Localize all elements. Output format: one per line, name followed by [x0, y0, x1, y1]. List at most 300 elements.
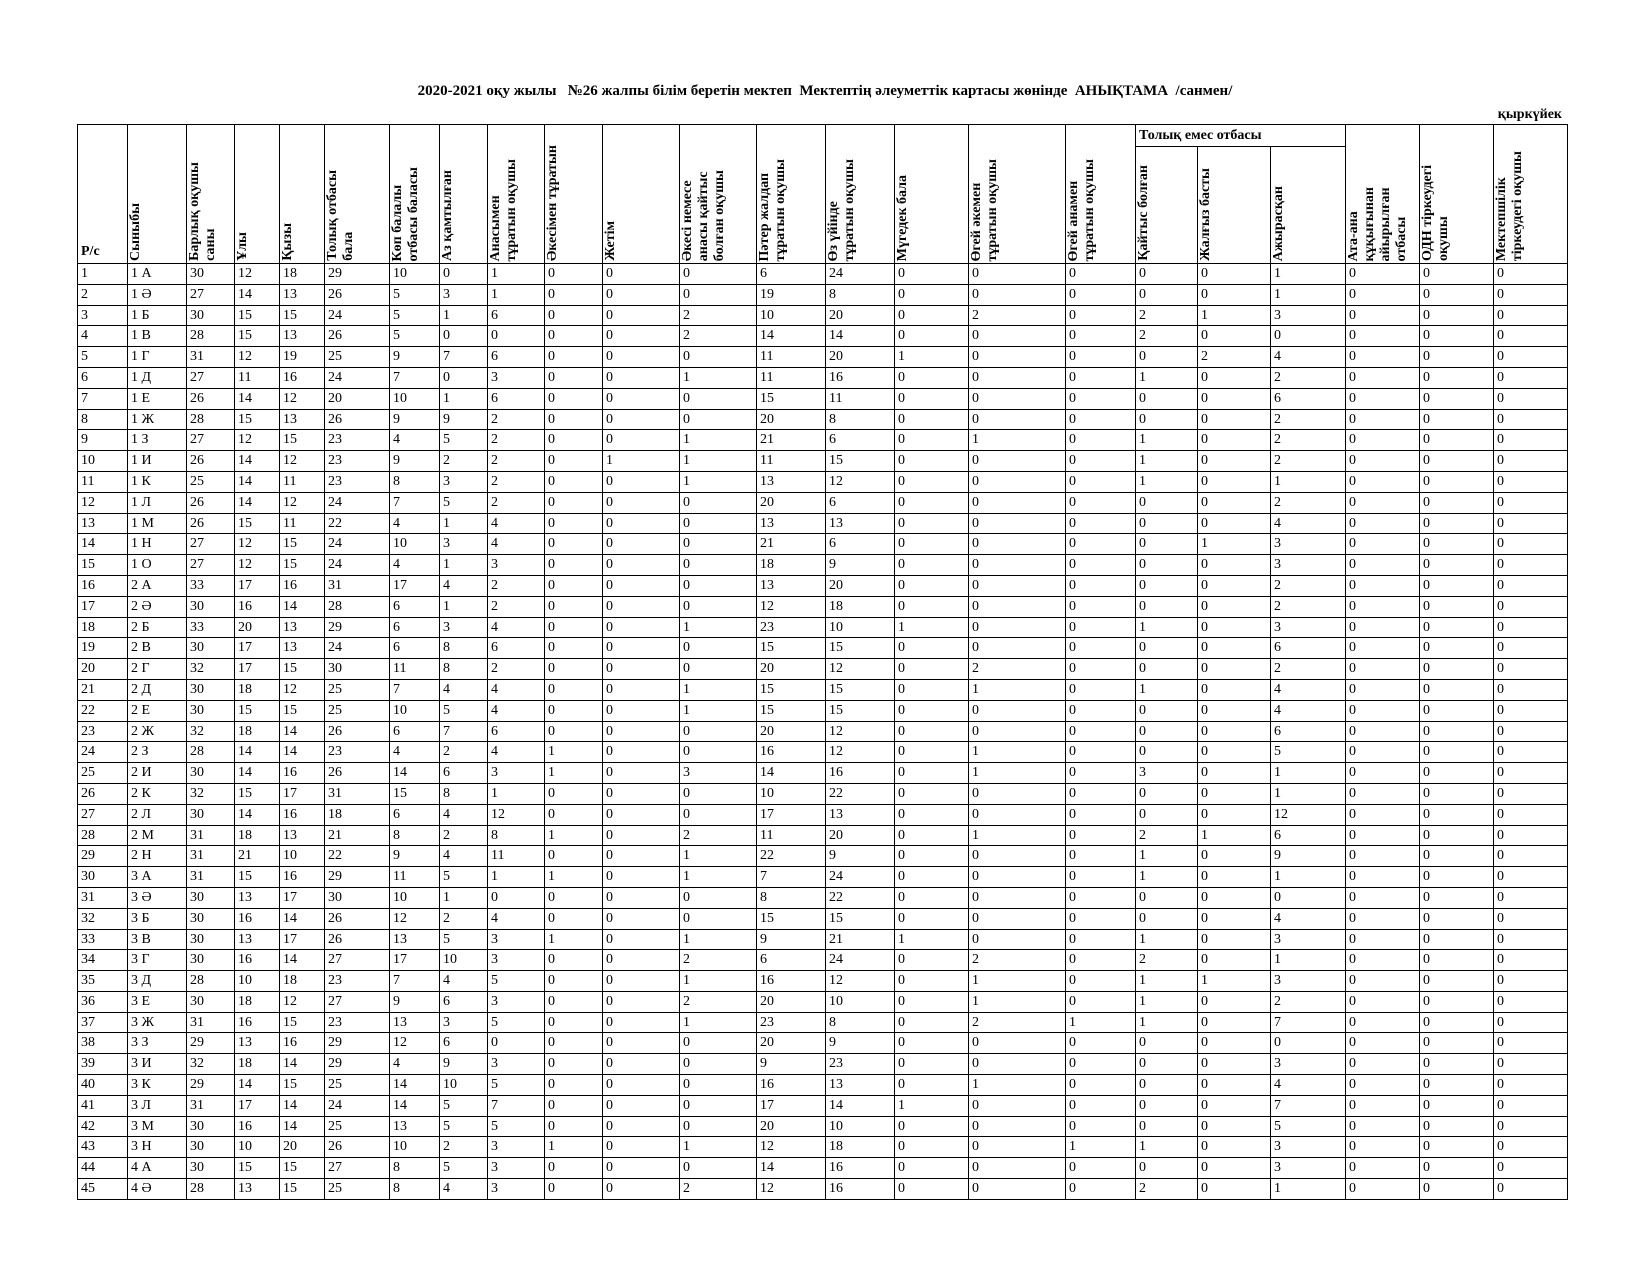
- table-row: [78, 1033, 1568, 1054]
- table-cell: 20: [757, 659, 826, 680]
- table-cell: 0: [1494, 825, 1568, 846]
- table-cell: 0: [1346, 700, 1420, 721]
- table-cell: 0: [1420, 742, 1494, 763]
- table-cell: 31: [78, 887, 128, 908]
- table-cell: 18: [757, 555, 826, 576]
- table-row: [78, 471, 1568, 492]
- table-cell: 1 М: [128, 513, 187, 534]
- table-cell: 2 Ж: [128, 721, 187, 742]
- table-cell: 0: [1420, 908, 1494, 929]
- table-row: [78, 284, 1568, 305]
- table-cell: 0: [603, 638, 680, 659]
- table-cell: 0: [1346, 284, 1420, 305]
- table-cell: 0: [1271, 1033, 1346, 1054]
- table-cell: 26: [325, 326, 390, 347]
- table-cell: 0: [1136, 534, 1198, 555]
- table-cell: 0: [1346, 1158, 1420, 1179]
- table-cell: 3 Л: [128, 1095, 187, 1116]
- table-cell: 0: [895, 1033, 969, 1054]
- table-row: [78, 950, 1568, 971]
- table-cell: 0: [1420, 513, 1494, 534]
- table-cell: 0: [895, 742, 969, 763]
- table-cell: 1: [440, 388, 488, 409]
- table-cell: 13: [826, 1075, 895, 1096]
- table-cell: 5: [440, 700, 488, 721]
- table-cell: 17: [280, 929, 325, 950]
- table-cell: 1: [680, 929, 757, 950]
- table-cell: 5: [440, 430, 488, 451]
- table-cell: 0: [1198, 1054, 1271, 1075]
- table-cell: 0: [969, 1116, 1066, 1137]
- table-cell: 0: [1494, 430, 1568, 451]
- table-cell: 0: [603, 596, 680, 617]
- table-cell: 14: [757, 1158, 826, 1179]
- table-row: [78, 492, 1568, 513]
- table-cell: 0: [1494, 555, 1568, 576]
- table-cell: 0: [545, 617, 603, 638]
- table-cell: 0: [680, 887, 757, 908]
- table-cell: 6: [390, 617, 440, 638]
- table-cell: 5: [440, 1158, 488, 1179]
- table-cell: 0: [969, 783, 1066, 804]
- table-cell: 0: [1346, 1075, 1420, 1096]
- table-cell: 0: [1136, 908, 1198, 929]
- table-cell: 15: [235, 783, 280, 804]
- table-row: [78, 575, 1568, 596]
- table-cell: 6: [78, 367, 128, 388]
- table-cell: 0: [1346, 659, 1420, 680]
- table-cell: 0: [895, 867, 969, 888]
- table-cell: 19: [78, 638, 128, 659]
- table-cell: 42: [78, 1116, 128, 1137]
- table-cell: 12: [757, 1179, 826, 1200]
- table-cell: 0: [1346, 908, 1420, 929]
- table-cell: 9: [826, 555, 895, 576]
- table-cell: 0: [440, 326, 488, 347]
- header-odn: ОДН тіркеудегі оқушы: [1420, 125, 1494, 264]
- table-cell: 8: [390, 471, 440, 492]
- table-cell: 0: [1198, 1137, 1271, 1158]
- table-cell: 13: [280, 326, 325, 347]
- table-cell: 0: [1136, 1158, 1198, 1179]
- table-cell: 15: [280, 659, 325, 680]
- table-row: [78, 617, 1568, 638]
- table-row: [78, 638, 1568, 659]
- table-cell: 13: [78, 513, 128, 534]
- table-cell: 0: [1066, 991, 1136, 1012]
- table-cell: 0: [1420, 451, 1494, 472]
- table-cell: 17: [235, 638, 280, 659]
- table-cell: 35: [78, 971, 128, 992]
- table-cell: 0: [969, 388, 1066, 409]
- table-cell: 0: [1346, 1095, 1420, 1116]
- table-cell: 0: [969, 513, 1066, 534]
- table-cell: 13: [757, 575, 826, 596]
- table-cell: 6: [390, 804, 440, 825]
- table-cell: 13: [390, 929, 440, 950]
- table-cell: 3: [488, 1137, 545, 1158]
- table-cell: 0: [1346, 1137, 1420, 1158]
- table-cell: 0: [1346, 388, 1420, 409]
- table-cell: 0: [1494, 284, 1568, 305]
- table-cell: 0: [603, 846, 680, 867]
- table-cell: 10: [235, 971, 280, 992]
- table-cell: 23: [757, 1012, 826, 1033]
- table-cell: 0: [545, 1075, 603, 1096]
- table-cell: 0: [1494, 991, 1568, 1012]
- table-cell: 0: [1420, 867, 1494, 888]
- table-cell: 8: [826, 1012, 895, 1033]
- table-cell: 0: [603, 264, 680, 285]
- table-cell: 10: [757, 783, 826, 804]
- table-cell: 0: [895, 1137, 969, 1158]
- table-cell: 0: [1346, 721, 1420, 742]
- table-cell: 0: [603, 555, 680, 576]
- table-cell: 18: [280, 971, 325, 992]
- table-cell: 4: [1271, 1075, 1346, 1096]
- table-cell: 0: [1346, 617, 1420, 638]
- table-cell: 0: [1494, 763, 1568, 784]
- table-cell: 5: [440, 929, 488, 950]
- table-cell: 31: [187, 846, 235, 867]
- table-cell: 24: [325, 534, 390, 555]
- table-cell: 10: [440, 950, 488, 971]
- table-cell: 2 Л: [128, 804, 187, 825]
- table-cell: 31: [325, 575, 390, 596]
- table-cell: 30: [187, 1116, 235, 1137]
- table-cell: 0: [545, 326, 603, 347]
- table-cell: 2: [440, 1137, 488, 1158]
- table-cell: 1: [1271, 783, 1346, 804]
- table-cell: 0: [1198, 492, 1271, 513]
- table-cell: 0: [895, 700, 969, 721]
- table-cell: 28: [187, 409, 235, 430]
- table-cell: 14: [280, 1054, 325, 1075]
- table-cell: 0: [1420, 783, 1494, 804]
- table-cell: 3 Г: [128, 950, 187, 971]
- table-cell: 0: [603, 1095, 680, 1116]
- table-cell: 1 О: [128, 555, 187, 576]
- table-cell: 12: [1271, 804, 1346, 825]
- table-cell: 0: [488, 887, 545, 908]
- table-cell: 2: [1198, 347, 1271, 368]
- table-cell: 0: [1346, 596, 1420, 617]
- table-cell: 0: [545, 721, 603, 742]
- table-cell: 1: [969, 825, 1066, 846]
- table-cell: 24: [325, 492, 390, 513]
- table-cell: 30: [187, 950, 235, 971]
- table-cell: 24: [325, 555, 390, 576]
- table-cell: 4: [488, 513, 545, 534]
- table-row: [78, 264, 1568, 285]
- table-cell: 6: [440, 1033, 488, 1054]
- table-cell: 0: [1066, 367, 1136, 388]
- table-cell: 19: [280, 347, 325, 368]
- table-cell: 14: [390, 1095, 440, 1116]
- table-cell: 6: [1271, 638, 1346, 659]
- table-cell: 0: [895, 825, 969, 846]
- table-cell: 1: [895, 617, 969, 638]
- table-cell: 0: [1136, 659, 1198, 680]
- table-cell: 0: [1136, 575, 1198, 596]
- table-cell: 18: [826, 1137, 895, 1158]
- table-cell: 0: [603, 908, 680, 929]
- table-cell: 6: [1271, 388, 1346, 409]
- table-row: [78, 430, 1568, 451]
- table-cell: 0: [1198, 1116, 1271, 1137]
- table-cell: 1 Ж: [128, 409, 187, 430]
- table-cell: 12: [390, 908, 440, 929]
- table-cell: 0: [603, 534, 680, 555]
- table-cell: 1: [1136, 430, 1198, 451]
- table-cell: 0: [1420, 430, 1494, 451]
- table-row: [78, 1054, 1568, 1075]
- table-cell: 1: [1136, 1012, 1198, 1033]
- table-cell: 2: [488, 430, 545, 451]
- table-cell: 0: [1494, 534, 1568, 555]
- table-cell: 0: [1346, 534, 1420, 555]
- table-cell: 4: [488, 617, 545, 638]
- table-cell: 0: [1066, 1179, 1136, 1200]
- table-cell: 0: [1136, 409, 1198, 430]
- table-cell: 0: [1420, 575, 1494, 596]
- header-stepmother: Өгей анамен тұратын оқушы: [1066, 125, 1136, 264]
- table-cell: 1: [1198, 534, 1271, 555]
- table-row: [78, 555, 1568, 576]
- table-cell: 13: [280, 409, 325, 430]
- table-cell: 0: [1346, 347, 1420, 368]
- table-cell: 27: [187, 430, 235, 451]
- table-cell: 0: [603, 804, 680, 825]
- table-row: [78, 409, 1568, 430]
- table-cell: 12: [826, 659, 895, 680]
- table-cell: 0: [969, 1054, 1066, 1075]
- table-cell: 0: [1066, 1033, 1136, 1054]
- table-cell: 0: [1346, 679, 1420, 700]
- table-cell: 0: [969, 846, 1066, 867]
- table-cell: 0: [1420, 971, 1494, 992]
- table-cell: 10: [757, 305, 826, 326]
- table-cell: 2 И: [128, 763, 187, 784]
- table-cell: 16: [280, 367, 325, 388]
- table-cell: 14: [235, 763, 280, 784]
- table-cell: 0: [969, 1158, 1066, 1179]
- table-row: [78, 1095, 1568, 1116]
- table-cell: 0: [1066, 492, 1136, 513]
- table-cell: 0: [1066, 596, 1136, 617]
- table-cell: 8: [390, 825, 440, 846]
- table-cell: 0: [545, 513, 603, 534]
- table-cell: 13: [757, 471, 826, 492]
- table-cell: 1: [545, 825, 603, 846]
- table-cell: 0: [680, 1095, 757, 1116]
- table-cell: 3: [1271, 534, 1346, 555]
- table-cell: 0: [1136, 1054, 1198, 1075]
- table-cell: 17: [390, 950, 440, 971]
- table-cell: 0: [1494, 1179, 1568, 1200]
- table-row: [78, 867, 1568, 888]
- table-cell: 14: [280, 596, 325, 617]
- table-cell: 15: [826, 451, 895, 472]
- table-cell: 0: [895, 679, 969, 700]
- table-cell: 13: [280, 284, 325, 305]
- table-cell: 0: [1420, 305, 1494, 326]
- table-cell: 14: [235, 451, 280, 472]
- table-cell: 0: [603, 867, 680, 888]
- table-cell: 2: [680, 825, 757, 846]
- table-cell: 23: [325, 430, 390, 451]
- table-cell: 0: [969, 284, 1066, 305]
- table-cell: 0: [1346, 638, 1420, 659]
- table-cell: 7: [757, 867, 826, 888]
- table-cell: 26: [325, 763, 390, 784]
- table-cell: 0: [1420, 1158, 1494, 1179]
- table-cell: 22: [325, 846, 390, 867]
- table-cell: 16: [757, 1075, 826, 1096]
- table-cell: 2: [1271, 492, 1346, 513]
- table-cell: 0: [545, 991, 603, 1012]
- table-cell: 16: [826, 763, 895, 784]
- table-cell: 0: [1066, 284, 1136, 305]
- table-cell: 20: [757, 1033, 826, 1054]
- table-cell: 15: [826, 908, 895, 929]
- table-cell: 20: [757, 409, 826, 430]
- table-cell: 30: [187, 1158, 235, 1179]
- table-cell: 0: [545, 305, 603, 326]
- table-cell: 0: [895, 887, 969, 908]
- table-cell: 21: [325, 825, 390, 846]
- table-cell: 0: [1136, 638, 1198, 659]
- table-cell: 6: [390, 638, 440, 659]
- table-cell: 45: [78, 1179, 128, 1200]
- table-cell: 0: [1494, 638, 1568, 659]
- table-cell: 18: [280, 264, 325, 285]
- table-cell: 0: [969, 867, 1066, 888]
- table-cell: 0: [545, 1158, 603, 1179]
- table-cell: 2 В: [128, 638, 187, 659]
- table-cell: 0: [1198, 763, 1271, 784]
- table-cell: 4: [440, 679, 488, 700]
- table-cell: 14: [390, 763, 440, 784]
- table-cell: 10: [440, 1075, 488, 1096]
- table-cell: 4: [488, 700, 545, 721]
- table-cell: 0: [1494, 929, 1568, 950]
- table-cell: 1: [545, 742, 603, 763]
- table-cell: 3 И: [128, 1054, 187, 1075]
- table-cell: 3: [488, 367, 545, 388]
- table-cell: 0: [603, 1012, 680, 1033]
- table-cell: 15: [757, 700, 826, 721]
- table-cell: 0: [895, 971, 969, 992]
- table-cell: 14: [235, 1075, 280, 1096]
- table-cell: 0: [969, 409, 1066, 430]
- table-cell: 5: [390, 326, 440, 347]
- table-cell: 9: [757, 929, 826, 950]
- header-rent: Пәтер жалдап тұратын оқушы: [757, 125, 826, 264]
- table-cell: 0: [1494, 742, 1568, 763]
- table-cell: 0: [603, 721, 680, 742]
- table-cell: 1 З: [128, 430, 187, 451]
- table-cell: 0: [1198, 991, 1271, 1012]
- table-cell: 1: [488, 783, 545, 804]
- table-cell: 1: [1136, 451, 1198, 472]
- table-cell: 4 Ә: [128, 1179, 187, 1200]
- table-row: [78, 596, 1568, 617]
- table-cell: 0: [545, 534, 603, 555]
- table-cell: 13: [280, 617, 325, 638]
- header-boys: Ұлы: [235, 125, 280, 264]
- table-cell: 0: [1346, 326, 1420, 347]
- table-cell: 10: [390, 264, 440, 285]
- header-with-father: Әкесімен тұратын: [545, 125, 603, 264]
- header-single-head: Жалғыз басты: [1198, 147, 1271, 264]
- table-cell: 30: [187, 887, 235, 908]
- table-cell: 1: [440, 555, 488, 576]
- table-cell: 0: [545, 347, 603, 368]
- table-cell: 0: [1494, 451, 1568, 472]
- table-cell: 0: [603, 305, 680, 326]
- table-cell: 0: [1346, 867, 1420, 888]
- table-cell: 2 Д: [128, 679, 187, 700]
- table-cell: 3: [1271, 617, 1346, 638]
- table-cell: 0: [603, 409, 680, 430]
- table-cell: 0: [1420, 326, 1494, 347]
- table-cell: 2 Е: [128, 700, 187, 721]
- table-cell: 24: [325, 367, 390, 388]
- table-cell: 20: [235, 617, 280, 638]
- table-cell: 4: [440, 846, 488, 867]
- table-cell: 12: [235, 347, 280, 368]
- table-cell: 0: [1494, 575, 1568, 596]
- table-row: [78, 326, 1568, 347]
- table-cell: 10: [826, 991, 895, 1012]
- table-cell: 12: [280, 991, 325, 1012]
- table-cell: 6: [390, 721, 440, 742]
- table-cell: 28: [78, 825, 128, 846]
- table-cell: 23: [325, 451, 390, 472]
- table-cell: 7: [390, 367, 440, 388]
- table-cell: 0: [969, 617, 1066, 638]
- table-cell: 0: [545, 783, 603, 804]
- table-cell: 0: [1198, 388, 1271, 409]
- table-cell: 10: [390, 700, 440, 721]
- table-cell: 0: [603, 659, 680, 680]
- table-cell: 0: [545, 1179, 603, 1200]
- table-cell: 1: [969, 430, 1066, 451]
- table-cell: 0: [895, 846, 969, 867]
- table-cell: 0: [895, 451, 969, 472]
- table-cell: 0: [680, 1054, 757, 1075]
- table-cell: 0: [1066, 1054, 1136, 1075]
- table-cell: 0: [1136, 388, 1198, 409]
- table-cell: 12: [826, 471, 895, 492]
- table-cell: 26: [325, 1137, 390, 1158]
- table-cell: 8: [440, 783, 488, 804]
- table-cell: 28: [325, 596, 390, 617]
- table-cell: 12: [390, 1033, 440, 1054]
- table-cell: 22: [826, 783, 895, 804]
- table-cell: 1: [895, 347, 969, 368]
- table-cell: 20: [826, 347, 895, 368]
- table-cell: 0: [1494, 305, 1568, 326]
- table-cell: 23: [757, 617, 826, 638]
- table-cell: 0: [1494, 409, 1568, 430]
- table-cell: 11: [757, 451, 826, 472]
- table-cell: 30: [187, 638, 235, 659]
- table-cell: 8: [78, 409, 128, 430]
- table-cell: 0: [603, 513, 680, 534]
- table-cell: 1 А: [128, 264, 187, 285]
